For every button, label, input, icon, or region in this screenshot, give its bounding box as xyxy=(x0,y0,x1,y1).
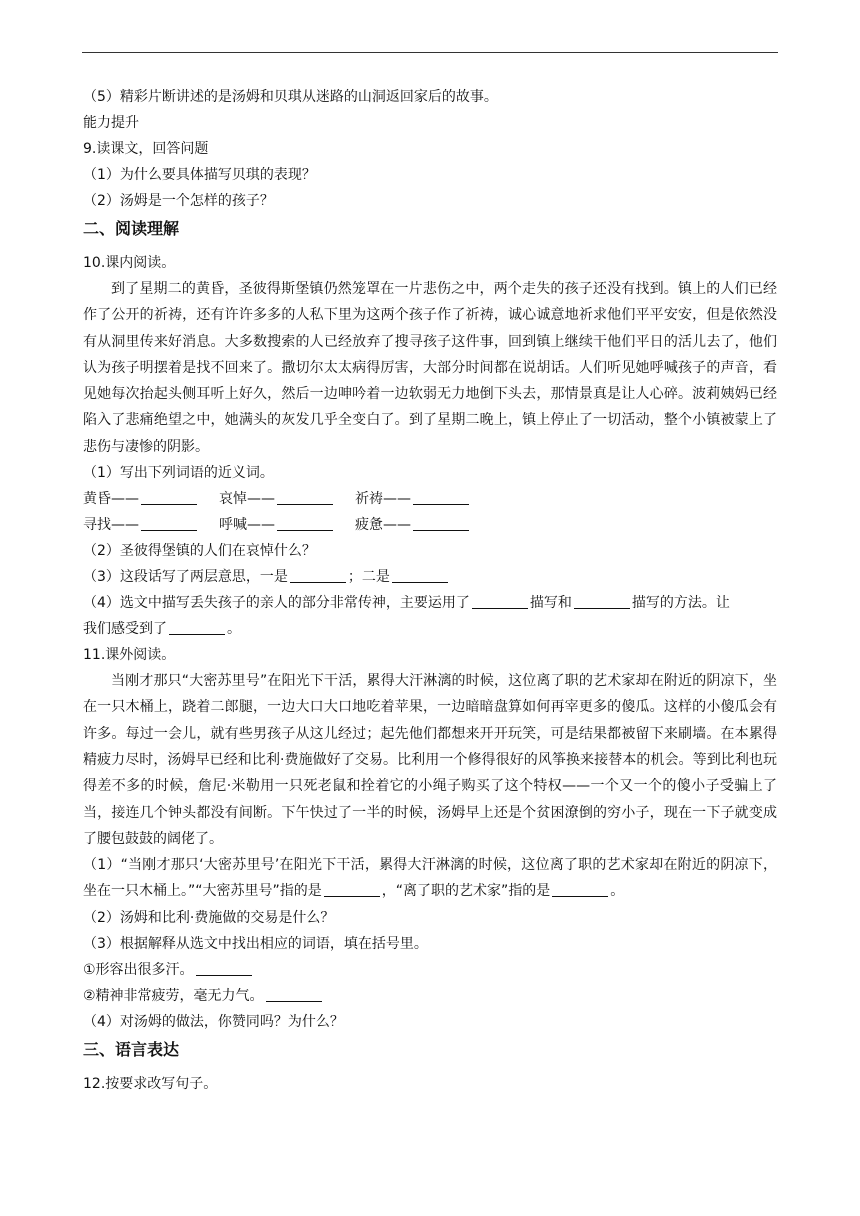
sub-question: （2）汤姆和比利·费施做的交易是什么？ xyxy=(83,909,335,926)
sub-question: （4）选文中描写丢失孩子的亲人的部分非常传神，主要运用了 描写和 描写的方法。让 xyxy=(83,595,730,612)
sub-question: （3）根据解释从选文中找出相应的词语，填在括号里。 xyxy=(83,935,428,952)
header-rule xyxy=(82,52,778,53)
synonym-item: 祈祷—— xyxy=(355,486,491,512)
document-content xyxy=(83,84,777,1097)
answer-blank[interactable] xyxy=(169,620,225,635)
fill-item: ①形容出很多汗。 xyxy=(83,957,777,983)
sub-question: （1）写出下列词语的近义词。 xyxy=(83,465,274,482)
synonym-item: 黄昏—— xyxy=(83,486,219,512)
synonym-item: 疲惫—— xyxy=(355,512,491,538)
synonym-row xyxy=(83,486,777,512)
answer-blank[interactable] xyxy=(277,490,333,505)
sub-question: （1）“当刚才那只‘大密苏里号’在阳光下干活，累得大汗淋漓的时候，这位离了职的艺术家却在附近的阴凉下，坐在一只木桶上。”“大密苏里号”指的是 ，“离了职的艺术家”指的是 。 xyxy=(83,857,777,900)
answer-blank[interactable] xyxy=(552,882,608,897)
sub-question: （1）为什么要具体描写贝琪的表现？ xyxy=(83,167,316,183)
answer-blank[interactable] xyxy=(392,568,448,583)
section-heading: 二、阅读理解 xyxy=(83,219,180,238)
synonym-row xyxy=(83,512,777,538)
synonym-item: 寻找—— xyxy=(83,512,219,538)
answer-blank[interactable] xyxy=(472,594,528,609)
answer-blank[interactable] xyxy=(290,568,346,583)
fill-item: ②精神非常疲劳，毫无力气。 xyxy=(83,983,777,1009)
answer-blank[interactable] xyxy=(574,594,630,609)
answer-blank[interactable] xyxy=(277,516,333,531)
answer-blank[interactable] xyxy=(141,490,197,505)
reading-passage: 到了星期二的黄昏，圣彼得斯堡镇仍然笼罩在一片悲伤之中，两个走失的孩子还没有找到。镇上的人们已经作了公开的祈祷，还有许许多多的人私下里为这两个孩子作了祈祷，诚心诚意地祈求他们平平安安，但是依然没有从洞里传来好消息。大多数搜索的人已经放弃了搜寻孩子这件事，回到镇上继续干他们平日的活儿去了，他们认为孩子明摆着是找不回来了。撒切尔太太病得厉害，大部分时间都在说胡话。人们听见她呼喊孩子的声音，看见她每次抬起头侧耳听上好久，然后一边呻吟着一边软弱无力地倒下头去，那情景真是让人心碎。波莉姨妈已经陷入了悲痛绝望之中，她满头的灰发几乎全变白了。到了星期二晚上，镇上停止了一切活动，整个小镇被蒙上了悲伤与凄惨的阴影。 xyxy=(83,281,777,455)
section-heading: 三、语言表达 xyxy=(83,1039,180,1059)
question-title: 11.课外阅读。 xyxy=(83,647,176,664)
answer-blank[interactable] xyxy=(324,882,380,897)
sub-question: （2）圣彼得堡镇的人们在哀悼什么？ xyxy=(83,543,316,560)
sub-question: （2）汤姆是一个怎样的孩子？ xyxy=(83,193,274,209)
question-title: 12.按要求改写句子。 xyxy=(83,1075,218,1092)
answer-blank[interactable] xyxy=(266,987,322,1002)
synonym-item: 哀悼—— xyxy=(219,486,355,512)
reading-passage: 当刚才那只“大密苏里号”在阳光下干活，累得大汗淋漓的时候，这位离了职的艺术家却在附近的阴凉下，坐在一只木桶上，跷着二郎腿，一边大口大口地吃着苹果，一边暗暗盘算如何再宰更多的傻瓜。这样的小傻瓜会有许多。每过一会儿，就有些男孩子从这儿经过；起先他们都想来开开玩笑，可是结果都被留下来刷墙。在本累得精疲力尽时，汤姆早已经和比利·费施做好了交易。比利用一个修得很好的风筝换来接替本的机会。等到比利也玩得差不多的时候，詹尼·米勒用一只死老鼠和拴着它的小绳子购买了这个特权——一个又一个的傻小子受骗上了当，接连几个钟头都没有间断。下午快过了一半的时候，汤姆早上还是个贫困潦倒的穷小子，现在一下子就变成了腰包鼓鼓的阔佬了。 xyxy=(83,673,777,847)
answer-blank[interactable] xyxy=(413,490,469,505)
sub-question: （3）这段话写了两层意思，一是 ；二是 xyxy=(83,564,777,590)
answer-blank[interactable] xyxy=(413,516,469,531)
question-title: 10.课内阅读。 xyxy=(83,255,176,271)
question-title: 9.读课文，回答问题 xyxy=(83,141,209,157)
question-line: （5）精彩片断讲述的是汤姆和贝琪从迷路的山洞返回家后的故事。 xyxy=(83,89,498,105)
sub-question-continued: 我们感受到了 。 xyxy=(83,621,241,638)
answer-blank[interactable] xyxy=(196,961,252,976)
section-label: 能力提升 xyxy=(83,115,139,131)
answer-blank[interactable] xyxy=(141,516,197,531)
synonym-item: 呼喊—— xyxy=(219,512,355,538)
sub-question: （4）对汤姆的做法，你赞同吗？为什么？ xyxy=(83,1013,344,1030)
